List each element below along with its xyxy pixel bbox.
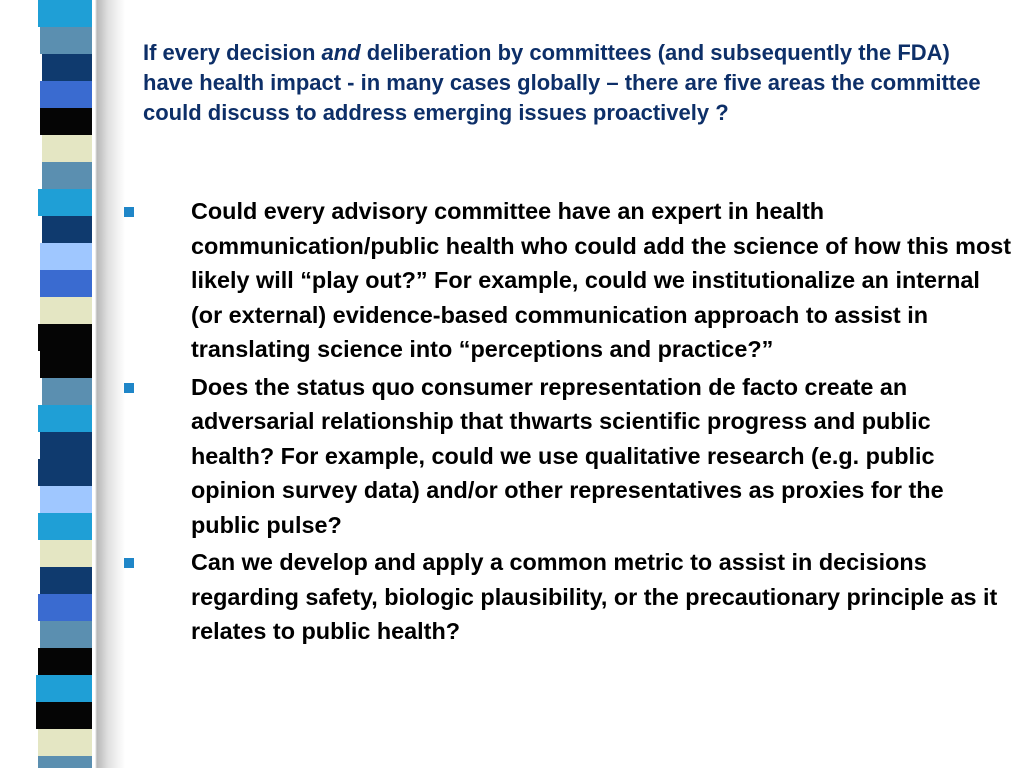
title-emphasis-and: and xyxy=(321,40,361,65)
slide-title xyxy=(143,38,993,128)
bullet-text: Does the status quo consumer representation de facto create an adversarial relationship that thwarts scientific progress and public health? For example, could we use qualitative research (e.g. public opinion survey data) and/or other representatives as proxies for the public pulse? xyxy=(191,373,944,538)
title-part-3: deliberation by committees (and subsequently the FDA) have health impact - in many cases globally – there are five areas the committee could discuss to address emerging issues proactively ? xyxy=(143,40,981,125)
bullet-item xyxy=(120,545,1015,649)
bullet-list xyxy=(120,194,1015,652)
bullet-item xyxy=(120,194,1015,367)
bullet-text: Can we develop and apply a common metric to assist in decisions regarding safety, biologic plausibility, or the precautionary principle as it relates to public health? xyxy=(191,549,998,644)
square-bullet-icon xyxy=(124,383,134,393)
bullet-text: Could every advisory committee have an expert in health communication/public health who could add the science of how this most likely will “play out?” For example, could we institutionalize an internal (or external) evidence-based communication approach to assist in translating science into “perceptions and practice?” xyxy=(191,198,1012,362)
bullet-item xyxy=(120,370,1015,543)
decorative-stripe-bar xyxy=(0,0,125,768)
square-bullet-icon xyxy=(124,558,134,568)
stripe-shadow xyxy=(0,0,125,768)
square-bullet-icon xyxy=(124,207,134,217)
title-part-1: If every decision xyxy=(143,40,322,65)
